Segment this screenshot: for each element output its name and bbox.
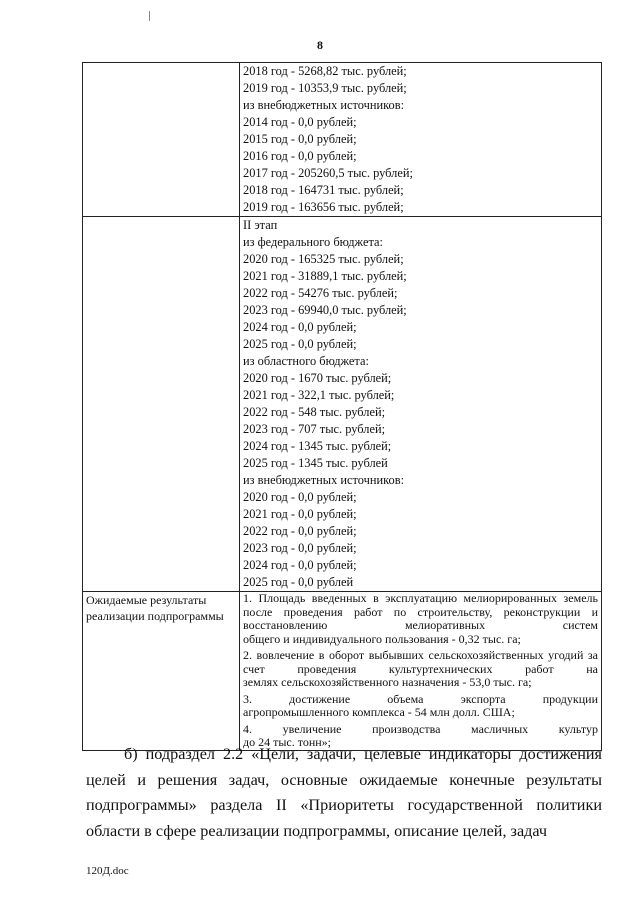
subprogram-passport-table: [82, 62, 602, 751]
label-cell-empty: [83, 217, 240, 592]
funding-line: 2019 год - 10353,9 тыс. рублей;: [243, 81, 407, 95]
funding-line: 2024 год - 1345 тыс. рублей;: [243, 439, 392, 453]
funding-line: 2017 год - 205260,5 тыс. рублей;: [243, 166, 413, 180]
funding-line: 2021 год - 31889,1 тыс. рублей;: [243, 269, 407, 283]
footer-filename: 120Д.doc: [86, 865, 129, 877]
funding-line: 2018 год - 5268,82 тыс. рублей;: [243, 64, 407, 78]
funding-stage2-cell: [240, 217, 602, 592]
label-cell-empty: [83, 63, 240, 217]
funding-line: из федерального бюджета:: [243, 235, 383, 249]
funding-line: из областного бюджета:: [243, 354, 369, 368]
scan-mark: [149, 11, 150, 21]
result-item-ending: общего и индивидуального пользования - 0,32 тыс. га;: [243, 631, 521, 646]
results-label: Ожидаемые результаты реализации подпрограммы: [83, 592, 240, 751]
funding-line: 2024 год - 0,0 рублей;: [243, 558, 357, 572]
results-cell: [240, 592, 602, 751]
page-number: 8: [317, 38, 323, 52]
table-row-results: [83, 592, 602, 751]
result-item: [243, 649, 598, 690]
result-item-text: 1. Площадь введенных в эксплуатацию мелиорированных земель после проведения работ по строительству, реконструкции и восстановлению мелиоративных систем: [243, 591, 598, 632]
funding-line: 2025 год - 0,0 рублей;: [243, 337, 357, 351]
funding-line: 2018 год - 164731 тыс. рублей;: [243, 183, 404, 197]
result-item-text: 3. достижение объема экспорта продукции: [243, 691, 598, 706]
table-row-stage2: [83, 217, 602, 592]
result-item-text: 4. увеличение производства масличных культур: [243, 721, 598, 736]
funding-line: 2023 год - 0,0 рублей;: [243, 541, 357, 555]
funding-line: 2024 год - 0,0 рублей;: [243, 320, 357, 334]
result-item: [243, 592, 598, 646]
funding-line: 2021 год - 322,1 тыс. рублей;: [243, 388, 395, 402]
funding-line: 2020 год - 165325 тыс. рублей;: [243, 252, 404, 266]
funding-line: 2023 год - 707 тыс. рублей;: [243, 422, 386, 436]
funding-line: 2022 год - 54276 тыс. рублей;: [243, 286, 398, 300]
body-paragraph: б) подраздел 2.2 «Цели, задачи, целевые индикаторы достижения целей и решения задач, основные ожидаемые конечные результаты подпрограммы» раздела II «Приоритеты государственной политики области в сфере реализации подпрограммы, описание целей, задач: [86, 745, 602, 840]
funding-line: 2014 год - 0,0 рублей;: [243, 115, 357, 129]
funding-line: 2021 год - 0,0 рублей;: [243, 507, 357, 521]
table-row-stage1: [83, 63, 602, 217]
funding-line: 2023 год - 69940,0 тыс. рублей;: [243, 303, 407, 317]
funding-line: 2020 год - 1670 тыс. рублей;: [243, 371, 392, 385]
result-item-ending: землях сельскохозяйственного назначения - 53,0 тыс. га;: [243, 675, 532, 689]
funding-line: 2022 год - 548 тыс. рублей;: [243, 405, 386, 419]
funding-line: 2015 год - 0,0 рублей;: [243, 132, 357, 146]
result-item-ending: до 24 тыс. тонн»;: [243, 735, 332, 749]
funding-line: 2019 год - 163656 тыс. рублей;: [243, 200, 404, 214]
funding-line: 2022 год - 0,0 рублей;: [243, 524, 357, 538]
funding-line: 2016 год - 0,0 рублей;: [243, 149, 357, 163]
funding-line: II этап: [243, 218, 278, 232]
funding-line: 2025 год - 0,0 рублей: [243, 575, 354, 589]
funding-line: 2020 год - 0,0 рублей;: [243, 490, 357, 504]
result-item-ending: агропромышленного комплекса - 54 млн долл. США;: [243, 705, 515, 719]
result-item: [243, 693, 598, 720]
funding-line: из внебюджетных источников:: [243, 98, 405, 112]
funding-stage1-cell: [240, 63, 602, 217]
funding-line: из внебюджетных источников:: [243, 473, 405, 487]
funding-line: 2025 год - 1345 тыс. рублей: [243, 456, 388, 470]
result-item-text: 2. вовлечение в оборот выбывших сельскохозяйственных угодий за счет проведения культуртехнических работ на: [243, 648, 598, 676]
